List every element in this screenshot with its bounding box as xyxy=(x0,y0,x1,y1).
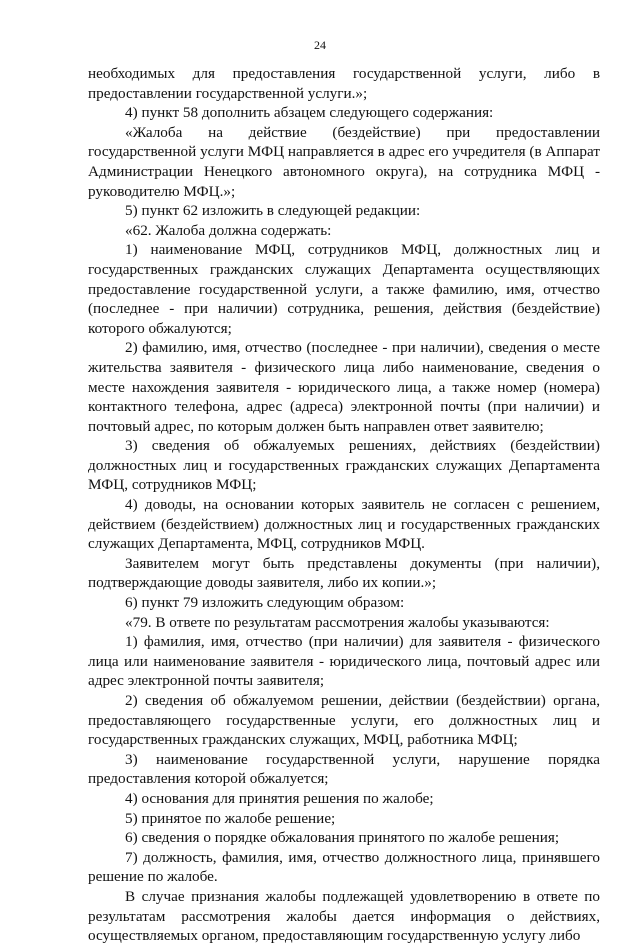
document-body xyxy=(88,64,600,946)
paragraph-79-sub-6: 6) сведения о порядке обжалования принятого по жалобе решения; xyxy=(125,829,560,847)
paragraph-79-sub-5: 5) принятое по жалобе решение; xyxy=(125,809,336,827)
paragraph-clause-62: «62. Жалоба должна содержать: xyxy=(125,221,332,239)
paragraph-item-6: 6) пункт 79 изложить следующим образом: xyxy=(125,594,405,612)
paragraph-item-5: 5) пункт 62 изложить в следующей редакции: xyxy=(125,202,421,220)
paragraph-continuation: необходимых для предоставления государственной услуги, либо в предоставлении государственной услуги.»; xyxy=(88,65,600,102)
paragraph-clause-79: «79. В ответе по результатам рассмотрения жалобы указываются: xyxy=(125,613,550,631)
page-number: 24 xyxy=(314,38,326,52)
paragraph-79-sub-4: 4) основания для принятия решения по жалобе; xyxy=(125,789,434,807)
paragraph-satisfaction-case: В случае признания жалобы подлежащей удовлетворению в ответе по результатам рассмотрения жалобы дается информация о действиях, осуществляемых органом, предоставляющим государственную услугу либо xyxy=(88,887,600,945)
paragraph-62-sub-2: 2) фамилию, имя, отчество (последнее - при наличии), сведения о месте жительства заявителя - физического лица либо наименование, сведения о месте нахождения заявителя - юридического лица, а также номер (номера) контактного телефона, адрес (адреса) электронной почты (при наличии) и почтовый адрес, по которым должен быть направлен ответ заявителю; xyxy=(88,339,600,435)
paragraph-quote-complaint: «Жалоба на действие (бездействие) при предоставлении государственной услуги МФЦ направляется в адрес его учредителя (в Аппарат Администрации Ненецкого автономного округа), на сотрудника МФЦ - руководителю МФЦ.»; xyxy=(88,123,600,200)
paragraph-62-sub-3: 3) сведения об обжалуемых решениях, действиях (бездействии) должностных лиц и государственных гражданских служащих Департамента МФЦ, сотрудников МФЦ; xyxy=(88,437,600,494)
paragraph-79-sub-3: 3) наименование государственной услуги, нарушение порядка предоставления которой обжалуется; xyxy=(88,750,600,788)
paragraph-79-sub-2: 2) сведения об обжалуемом решении, действии (бездействии) органа, предоставляющего государственные услуги, его должностных лиц и государственных гражданских служащих, МФЦ, работника МФЦ; xyxy=(88,692,600,749)
paragraph-62-sub-4: 4) доводы, на основании которых заявитель не согласен с решением, действием (бездействием) должностных лиц и государственных гражданских служащих Департамента, МФЦ, сотрудников МФЦ. xyxy=(88,496,600,553)
paragraph-62-sub-1: 1) наименование МФЦ, сотрудников МФЦ, должностных лиц и государственных гражданских служащих Департамента осуществляющих предоставление государственной услуги, а также фамилию, имя, отчество (последнее - при наличии) сотрудника, решения, действия (бездействие) которого обжалуются; xyxy=(88,241,600,337)
paragraph-documents-note: Заявителем могут быть представлены документы (при наличии), подтверждающие доводы заявителя, либо их копии.»; xyxy=(88,554,600,592)
paragraph-79-sub-1: 1) фамилия, имя, отчество (при наличии) для заявителя - физического лица или наименование заявителя - юридического лица, почтовый адрес или адрес электронной почты заявителя; xyxy=(88,633,600,690)
paragraph-item-4: 4) пункт 58 дополнить абзацем следующего содержания: xyxy=(125,104,494,122)
paragraph-79-sub-7: 7) должность, фамилия, имя, отчество должностного лица, принявшего решение по жалобе. xyxy=(88,848,600,886)
